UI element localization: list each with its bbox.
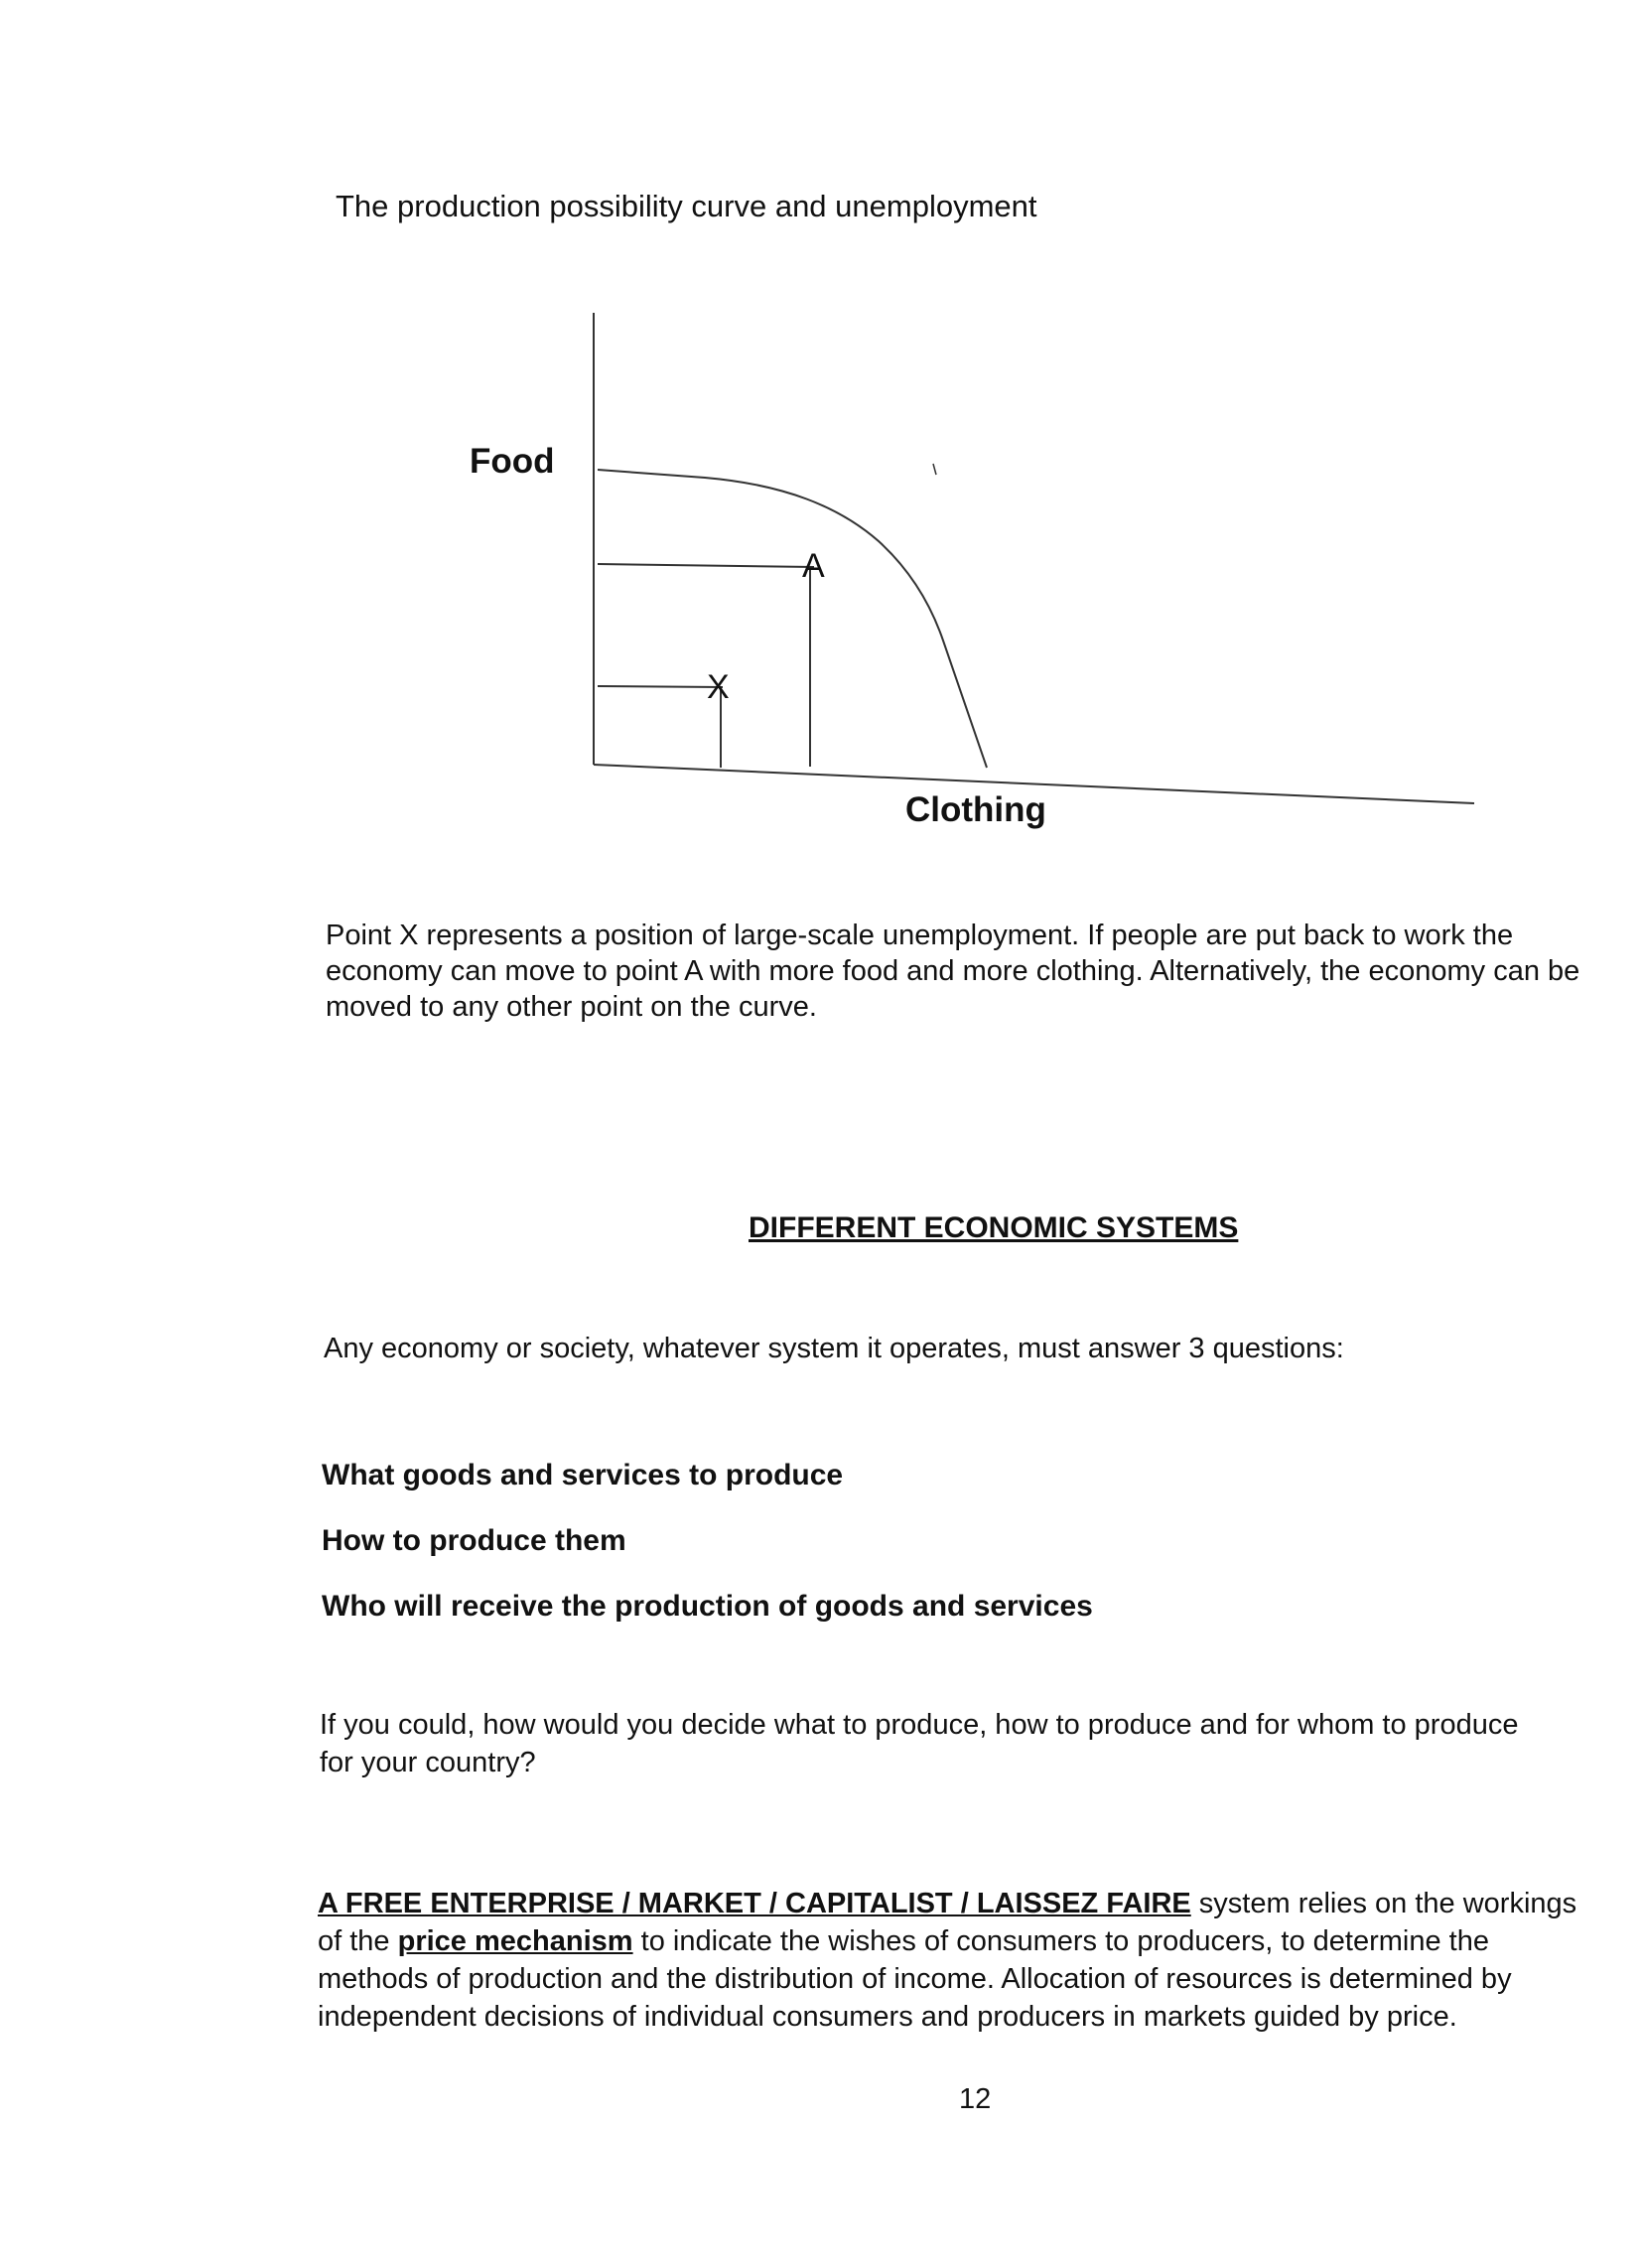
stray-pen-mark xyxy=(933,464,936,475)
economic-question: What goods and services to produce xyxy=(322,1459,844,1491)
economic-question: How to produce them xyxy=(322,1524,626,1557)
page-heading: The production possibility curve and unemployment xyxy=(336,189,1037,223)
point-a-label: A xyxy=(802,547,825,585)
section-title: DIFFERENT ECONOMIC SYSTEMS xyxy=(749,1211,1239,1244)
point-a-food-guide xyxy=(598,564,814,567)
ppc-diagram-drawing xyxy=(447,303,1489,859)
point-x-food-guide xyxy=(598,686,723,687)
section-intro: Any economy or society, whatever system it operates, must answer 3 questions: xyxy=(324,1333,1344,1364)
economic-question: Who will receive the production of goods and services xyxy=(322,1590,1093,1623)
reflection-prompt: If you could, how would you decide what to produce, how to produce and for whom to produce for your country? xyxy=(320,1709,1519,1778)
unemployment-explanation: Point X represents a position of large-scale unemployment. If people are put back to work the economy can move to point A with more food and more clothing. Alternatively, the economy can be moved to any other point on the curve. xyxy=(326,920,1580,1023)
point-x-label: X xyxy=(707,668,730,706)
economic-questions-list xyxy=(322,1456,1093,1652)
ppc-diagram xyxy=(447,303,1489,859)
price-mechanism-term: price mechanism xyxy=(397,1925,633,1957)
market-system-text-1: system relies on the workings of the xyxy=(318,1888,1577,1957)
market-system-paragraph xyxy=(318,1885,1588,2036)
clothing-axis-label: Clothing xyxy=(905,790,1046,829)
market-system-term: A FREE ENTERPRISE / MARKET / CAPITALIST / LAISSEZ FAIRE xyxy=(318,1888,1191,1919)
food-axis-label: Food xyxy=(470,442,555,481)
market-system-text-2: to indicate the wishes of consumers to producers, to determine the methods of production and the distribution of income. Allocation of resources is determined by independent decisions of individual consumers and producers in markets guided by price. xyxy=(318,1925,1512,2033)
page-number: 12 xyxy=(959,2083,992,2115)
production-possibility-curve xyxy=(598,470,987,768)
